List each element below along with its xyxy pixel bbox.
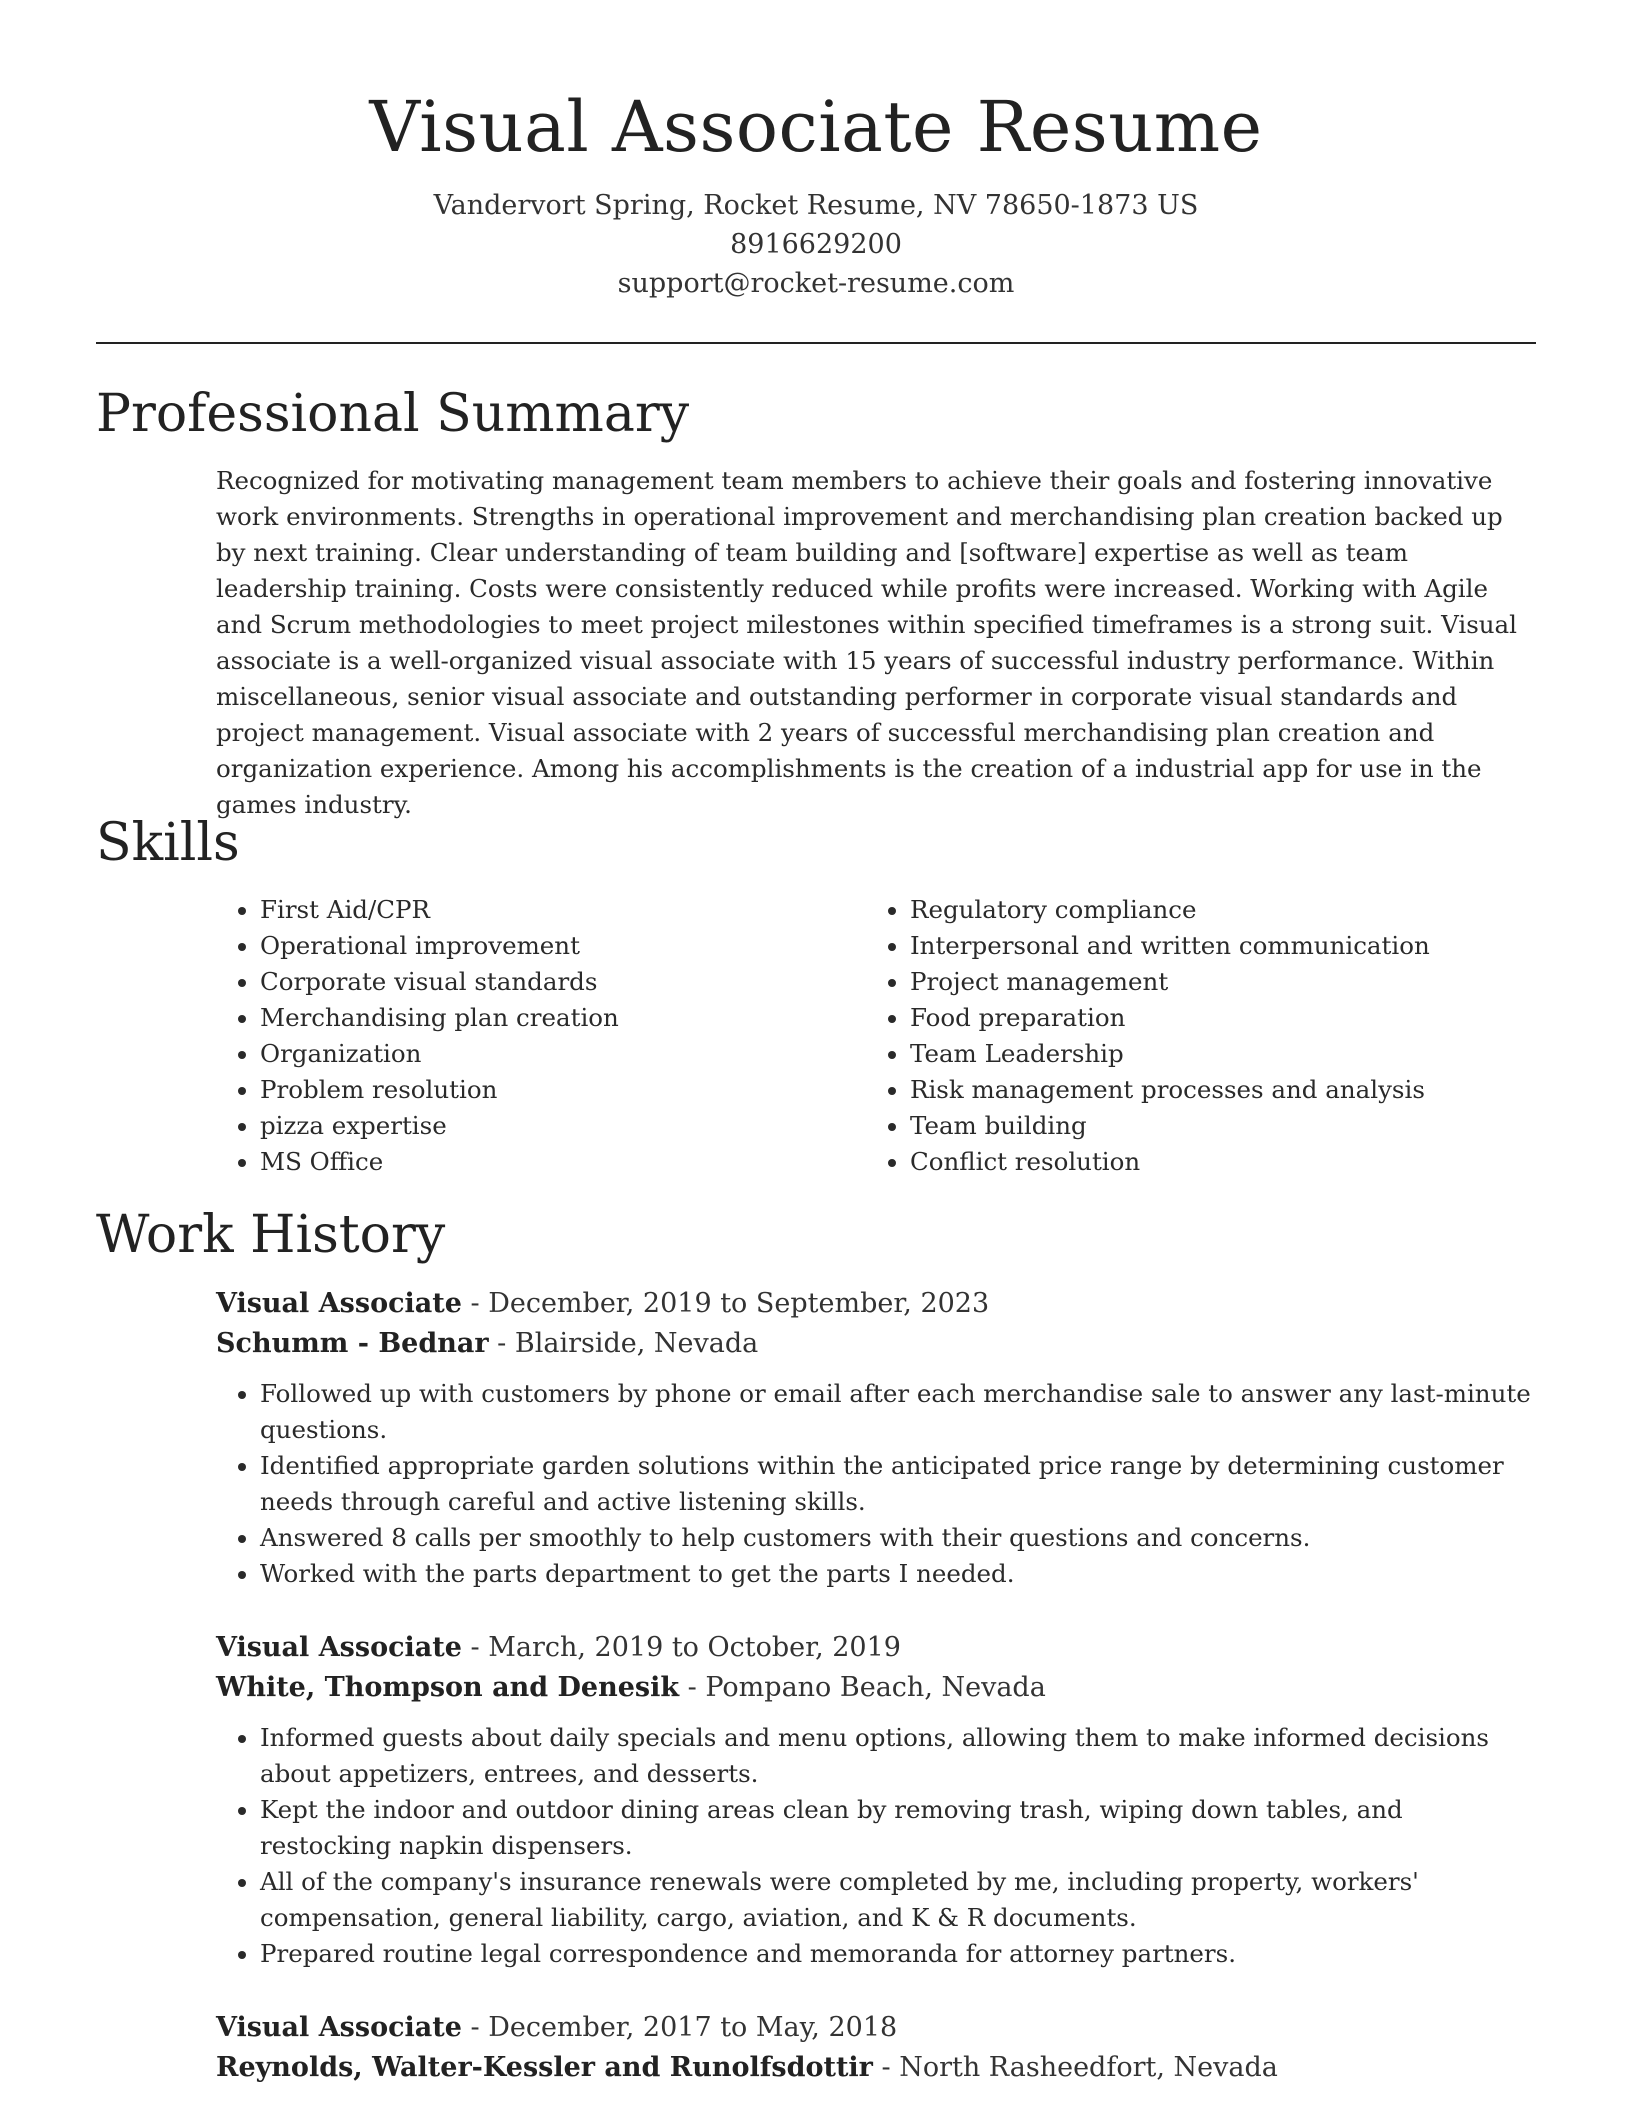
summary-heading: Professional Summary [96,384,690,444]
skill-item: • Interpersonal and written communication [910,928,1516,964]
contact-email: support@rocket-resume.com [617,268,1015,299]
resume-title: Visual Associate Resume [369,86,1263,168]
skill-item: • Operational improvement [260,928,866,964]
job-company-line [216,2048,1536,2088]
job-bullet: • Answered 8 calls per smoothly to help customers with their questions and concerns. [260,1520,1536,1556]
contact-phone: 8916629200 [730,229,902,260]
job-entry [216,1284,1536,1592]
skills-column-left [216,892,866,1180]
skill-item: • MS Office [260,1144,866,1180]
job-dates: - December, 2019 to September, 2023 [461,1288,990,1319]
skill-item: • Regulatory compliance [910,892,1516,928]
skill-item: • Project management [910,964,1516,1000]
contact-address: Vandervort Spring, Rocket Resume, NV 78650-1873 US [433,190,1199,221]
job-location: - Pompano Beach, Nevada [679,1672,1046,1703]
header-divider [96,342,1536,344]
job-entry [216,2008,1536,2088]
skills-list [216,892,1536,1180]
job-location: - Blairside, Nevada [488,1328,759,1359]
skill-item: • Organization [260,1036,866,1072]
job-bullet: • Informed guests about daily specials and menu options, allowing them to make informed decisions about appetizers, entrees, and desserts. [260,1720,1536,1792]
job-company-line [216,1324,1536,1364]
skill-item: • Food preparation [910,1000,1516,1036]
skill-item: • Conflict resolution [910,1144,1516,1180]
skill-item: • Corporate visual standards [260,964,866,1000]
job-title: Visual Associate [216,1632,462,1663]
work-history-heading: Work History [96,1205,446,1265]
resume-header [96,82,1536,303]
skills-column-right [866,892,1516,1180]
skill-item: • Risk management processes and analysis [910,1072,1516,1108]
contact-block [96,186,1536,303]
job-location: - North Rasheedfort, Nevada [872,2052,1278,2083]
job-bullet: • Prepared routine legal correspondence and memoranda for attorney partners. [260,1936,1536,1972]
job-dates: - December, 2017 to May, 2018 [461,2012,898,2043]
job-title: Visual Associate [216,1288,462,1319]
job-bullet: • Identified appropriate garden solutions within the anticipated price range by determining customer needs through careful and active listening skills. [260,1448,1536,1520]
job-bullet: • Kept the indoor and outdoor dining areas clean by removing trash, wiping down tables, and restocking napkin dispensers. [260,1792,1536,1864]
job-entry [216,1628,1536,1972]
job-company: Schumm - Bednar [216,1328,489,1359]
skill-item: • pizza expertise [260,1108,866,1144]
job-dates: - March, 2019 to October, 2019 [461,1632,901,1663]
job-bullets [216,1720,1536,1972]
skill-item: • Problem resolution [260,1072,866,1108]
job-company: Reynolds, Walter-Kessler and Runolfsdottir [216,2052,873,2083]
job-bullet: • Worked with the parts department to get the parts I needed. [260,1556,1536,1592]
skills-heading: Skills [96,813,240,873]
job-title-line [216,2008,1536,2048]
job-company: White, Thompson and Denesik [216,1672,680,1703]
job-bullet: • Followed up with customers by phone or email after each merchandise sale to answer any last-minute questions. [260,1376,1536,1448]
job-bullets [216,1376,1536,1592]
job-title-line [216,1284,1536,1324]
job-bullet: • All of the company's insurance renewals were completed by me, including property, workers' compensation, general liability, cargo, aviation, and K & R documents. [260,1864,1536,1936]
summary-text: Recognized for motivating management team members to achieve their goals and fostering innovative work environments. Strengths in operational improvement and merchandising plan creation backed up by next training. Clear understanding of team building and [software] expertise as well as team leadership training. Costs were consistently reduced while profits were increased. Working with Agile and Scrum methodologies to meet project milestones within specified timeframes is a strong suit. Visual associate is a well-organized visual associate with 15 years of successful industry performance. Within miscellaneous, senior visual associate and outstanding performer in corporate visual standards and project management. Visual associate with 2 years of successful merchandising plan creation and organization experience. Among his accomplishments is the creation of a industrial app for use in the games industry. [216,466,1518,819]
skill-item: • Team building [910,1108,1516,1144]
job-title-line [216,1628,1536,1668]
skill-item: • First Aid/CPR [260,892,866,928]
skill-item: • Team Leadership [910,1036,1516,1072]
job-title: Visual Associate [216,2012,462,2043]
job-company-line [216,1668,1536,1708]
skill-item: • Merchandising plan creation [260,1000,866,1036]
